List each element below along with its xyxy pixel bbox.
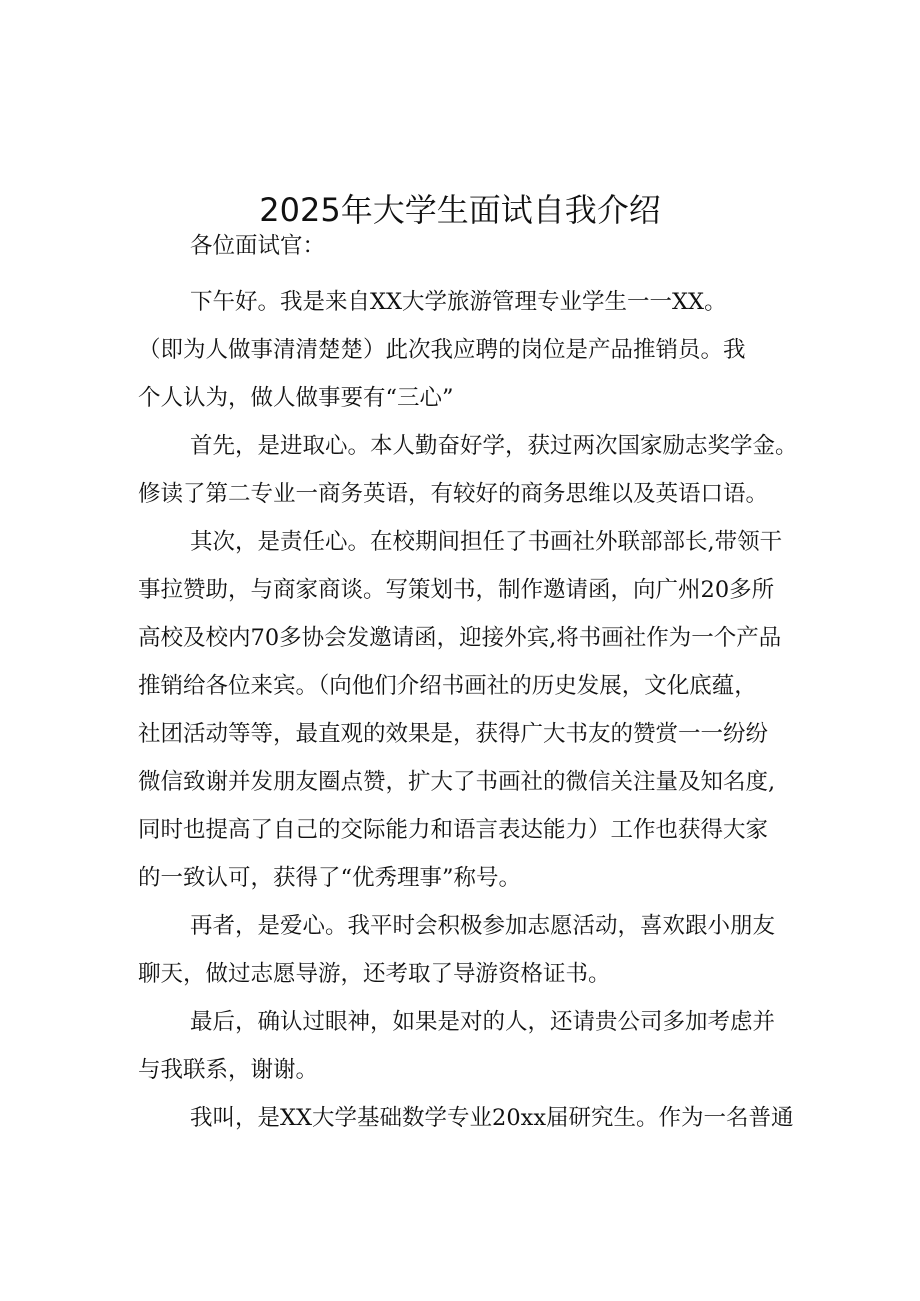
text-line: 我叫，是XX大学基础数学专业20xx届研究生。作为一名普通 [190, 1105, 794, 1131]
text-line: 微信致谢并发朋友圈点赞，扩大了书画社的微信关注量及知名度, [138, 769, 776, 795]
text-line: 高校及校内70多协会发邀请函，迎接外宾,将书画社作为一个产品 [138, 625, 782, 651]
text-line: 事拉赞助，与商家商谈。写策划书，制作邀请函，向广州20多所 [138, 577, 775, 603]
text-line: 聊天，做过志愿导游，还考取了导游资格证书。 [138, 961, 611, 987]
text-line: （即为人做事清清楚楚）此次我应聘的岗位是产品推销员。我 [138, 337, 746, 363]
text-line: 修读了第二专业一商务英语，有较好的商务思维以及英语口语。 [138, 481, 769, 507]
text-line: 推销给各位来宾。（向他们介绍书画社的历史发展，文化底蕴， [138, 673, 757, 699]
text-line: 的一致认可，获得了“优秀理事”称号。 [138, 865, 522, 891]
text-line: 最后，确认过眼神，如果是对的人，还请贵公司多加考虑并 [190, 1009, 776, 1035]
text-line: 再者，是爱心。我平时会积极参加志愿活动，喜欢跟小朋友 [190, 913, 776, 939]
text-line: 其次，是责任心。在校期间担任了书画社外联部部长,带领干 [190, 529, 783, 555]
text-line: 下午好。我是来自XX大学旅游管理专业学生一一XX。 [190, 289, 727, 315]
text-line-salutation: 各位面试官： [190, 233, 326, 259]
text-line: 首先，是进取心。本人勤奋好学，获过两次国家励志奖学金。 [190, 433, 798, 459]
text-line: 社团活动等等，最直观的效果是，获得广大书友的赞赏一一纷纷 [138, 721, 769, 747]
text-line: 与我联系，谢谢。 [138, 1057, 319, 1083]
document-title: 2025年大学生面试自我介绍 [259, 191, 661, 229]
text-line: 同时也提高了自己的交际能力和语言表达能力）工作也获得大家 [138, 817, 769, 843]
text-line: 个人认为，做人做事要有“三心” [138, 385, 454, 411]
